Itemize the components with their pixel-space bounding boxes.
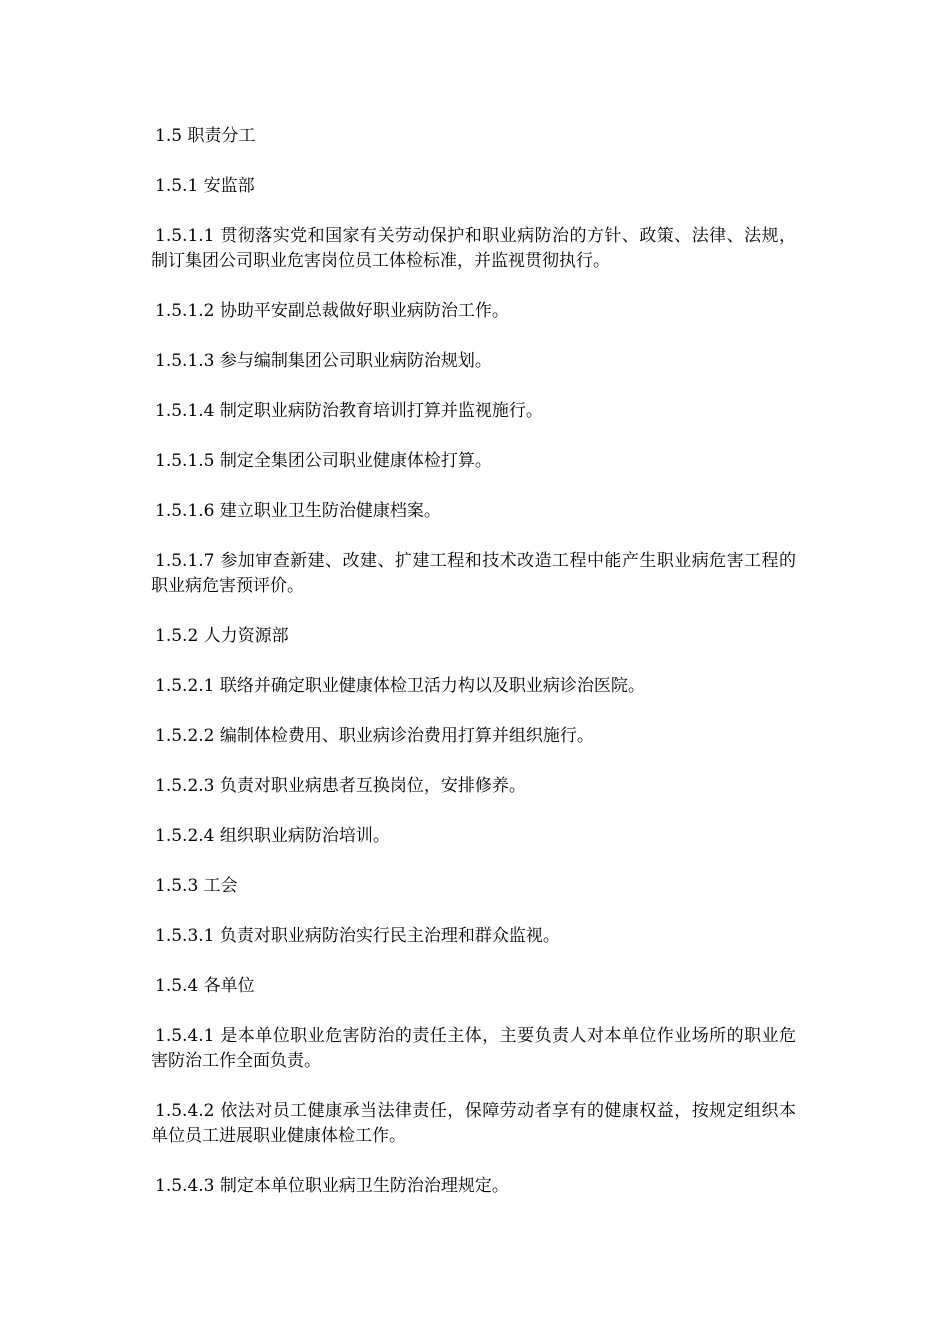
paragraph-1-5-2-3: 1.5.2.3 负责对职业病患者互换岗位，安排修养。 xyxy=(155,776,526,796)
heading-1-5-1: 1.5.1 安监部 xyxy=(155,176,255,196)
paragraph-1-5-1-2: 1.5.1.2 协助平安副总裁做好职业病防治工作。 xyxy=(155,301,509,321)
document-body xyxy=(151,124,796,1224)
paragraph-1-5-4-1: 1.5.4.1 是本单位职业危害防治的责任主体，主要负责人对本单位作业场所的职业危害防治工作全面负责。 xyxy=(151,1026,796,1071)
paragraph-1-5-4-3: 1.5.4.3 制定本单位职业病卫生防治治理规定。 xyxy=(155,1176,509,1196)
heading-1-5-3: 1.5.3 工会 xyxy=(155,876,238,896)
paragraph-1-5-2-4: 1.5.2.4 组织职业病防治培训。 xyxy=(155,826,390,846)
paragraph-1-5-1-1: 1.5.1.1 贯彻落实党和国家有关劳动保护和职业病防治的方针、政策、法律、法规，制订集团公司职业危害岗位员工体检标准，并监视贯彻执行。 xyxy=(151,226,796,271)
paragraph-1-5-1-5: 1.5.1.5 制定全集团公司职业健康体检打算。 xyxy=(155,451,492,471)
heading-1-5-4: 1.5.4 各单位 xyxy=(155,976,255,996)
paragraph-1-5-2-2: 1.5.2.2 编制体检费用、职业病诊治费用打算并组织施行。 xyxy=(155,726,594,746)
paragraph-1-5-1-4: 1.5.1.4 制定职业病防治教育培训打算并监视施行。 xyxy=(155,401,543,421)
heading-1-5: 1.5 职责分工 xyxy=(155,126,256,146)
paragraph-1-5-2-1: 1.5.2.1 联络并确定职业健康体检卫活力构以及职业病诊治医院。 xyxy=(155,676,645,696)
heading-1-5-2: 1.5.2 人力资源部 xyxy=(155,626,289,646)
paragraph-1-5-1-7: 1.5.1.7 参加审查新建、改建、扩建工程和技术改造工程中能产生职业病危害工程的职业病危害预评价。 xyxy=(151,551,796,596)
paragraph-1-5-1-3: 1.5.1.3 参与编制集团公司职业病防治规划。 xyxy=(155,351,492,371)
paragraph-1-5-1-6: 1.5.1.6 建立职业卫生防治健康档案。 xyxy=(155,501,441,521)
paragraph-1-5-3-1: 1.5.3.1 负责对职业病防治实行民主治理和群众监视。 xyxy=(155,926,560,946)
paragraph-1-5-4-2: 1.5.4.2 依法对员工健康承当法律责任，保障劳动者享有的健康权益，按规定组织本单位员工进展职业健康体检工作。 xyxy=(151,1101,796,1146)
